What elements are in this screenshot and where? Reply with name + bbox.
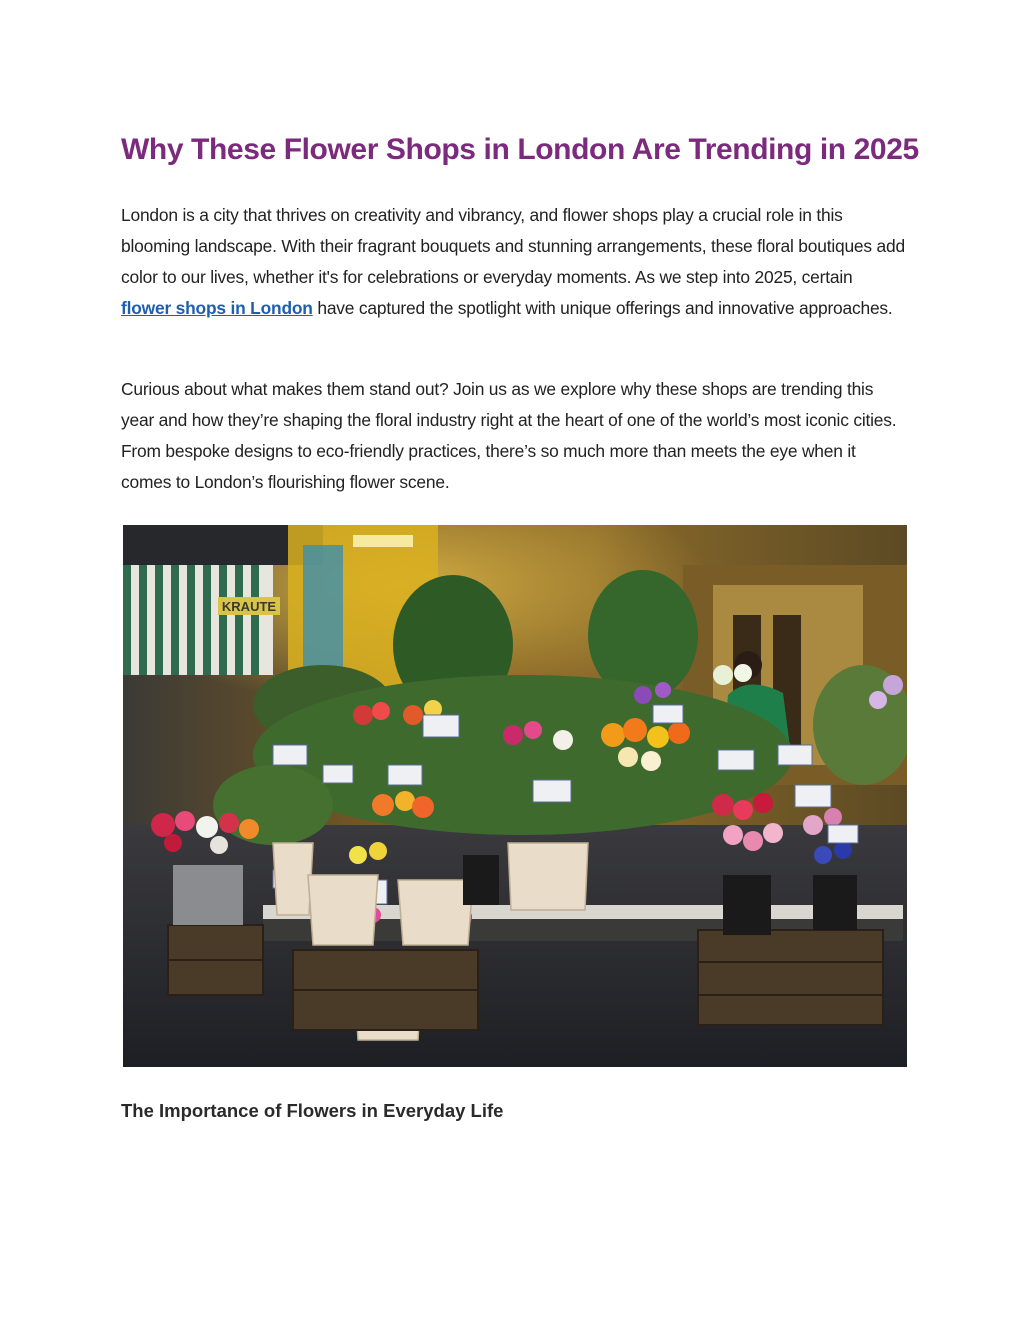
intro-paragraph	[121, 200, 907, 324]
section-heading: The Importance of Flowers in Everyday Life	[121, 1100, 504, 1121]
flower-shops-link[interactable]: flower shops in London	[121, 298, 313, 318]
flower-market-illustration	[123, 525, 907, 1067]
intro-text-after-link: have captured the spotlight with unique offerings and innovative approaches.	[312, 298, 893, 318]
page-title: Why These Flower Shops in London Are Trending in 2025	[121, 133, 919, 166]
kraute-sign: KRAUTE	[221, 599, 277, 614]
flower-market-photo	[123, 525, 907, 1067]
second-paragraph: Curious about what makes them stand out? Join us as we explore why these shops are trending this year and how they’re shaping the floral industry right at the heart of one of the world’s most iconic cities. From bespoke designs to eco-friendly practices, there’s so much more than meets the eye when it comes to London’s flourishing flower scene.	[121, 379, 897, 492]
intro-text-before-link: London is a city that thrives on creativity and vibrancy, and flower shops play a crucial role in this blooming landscape. With their fragrant bouquets and stunning arrangements, these floral boutiques add color to our lives, whether it's for celebrations or everyday moments. As we step into 2025, certain	[121, 205, 905, 287]
